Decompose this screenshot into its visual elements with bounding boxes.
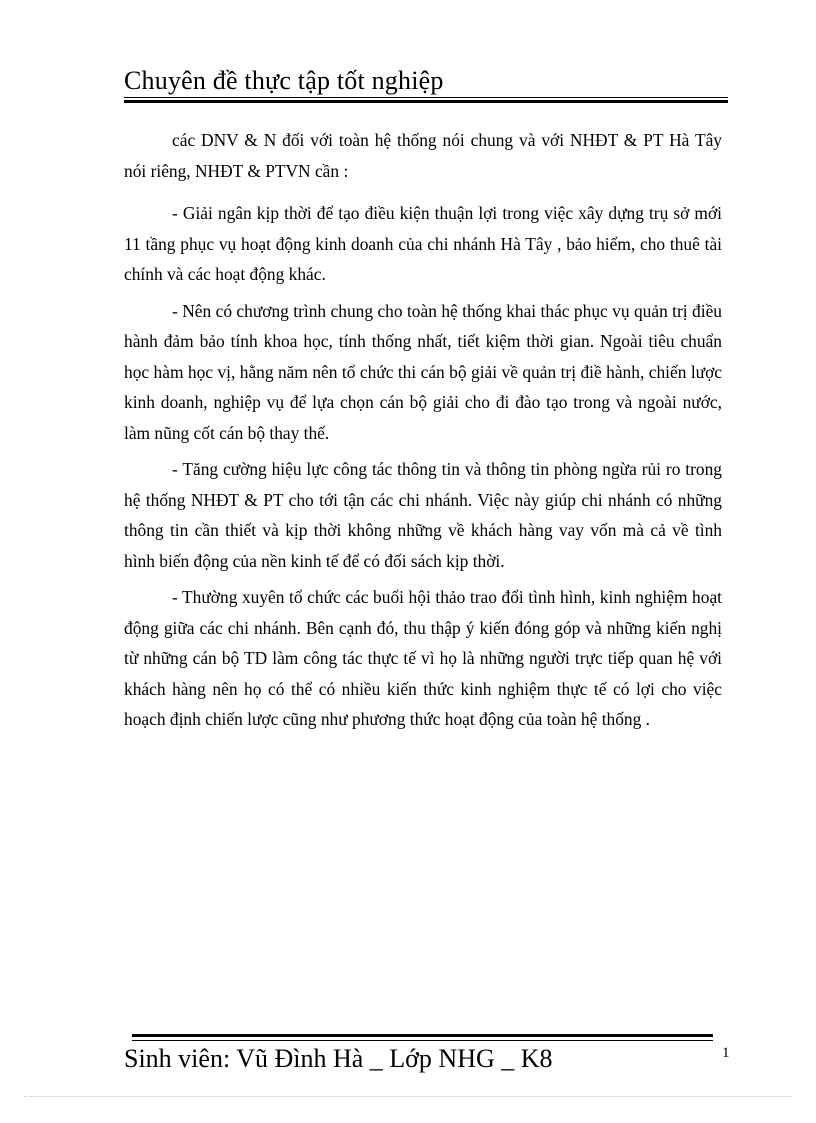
paragraph-information-effectiveness: - Tăng cường hiệu lực công tác thông tin và thông tin phòng ngừa rủi ro trong hệ thống NHĐT & PT cho tới tận các chi nhánh. Việc này giúp chi nhánh có những thông tin cần thiết và kịp thời không những về khách hàng vay vốn mà cả về tình hình biến động của nền kinh tế để có đối sách kịp thời. [124, 459, 722, 571]
page-number: 1 [722, 1045, 730, 1061]
footer-student-info: Sinh viên: Vũ Đình Hà _ Lớp NHG _ K8 [124, 1044, 553, 1073]
paragraph-workshops: - Thường xuyên tổ chức các buổi hội thảo trao đổi tình hình, kinh nghiệm hoạt động giữa các chi nhánh. Bên cạnh đó, thu thập ý kiến đóng góp và những kiến nghị từ những cán bộ TD làm công tác thực tế vì họ là những người trực tiếp quan hệ với khách hàng nên họ có thể có nhiều kiến thức kinh nghiệm thực tế có lợi cho việc hoạch định chiến lược cũng như phương thức hoạt động của toàn hệ thống . [124, 587, 722, 729]
page-bottom-edge [24, 1096, 792, 1097]
paragraph-disbursement: - Giải ngân kịp thời để tạo điều kiện thuận lợi trong việc xây dựng trụ sở mới 11 tầng phục vụ hoạt động kinh doanh của chi nhánh Hà Tây , bảo hiểm, cho thuê tài chính và các hoạt động khác. [124, 203, 722, 284]
body-text [124, 125, 722, 741]
footer-rule-thin [132, 1040, 713, 1041]
header-title: Chuyên đề thực tập tốt nghiệp [124, 66, 444, 95]
header-rule-thin [124, 97, 728, 98]
header-rule-thick [124, 100, 728, 103]
paragraph-intro: các DNV & N đối với toàn hệ thống nói chung và với NHĐT & PT Hà Tây nói riêng, NHĐT & PTVN cần : [124, 130, 722, 181]
footer-rule-thick [132, 1034, 713, 1037]
paragraph-management-program: - Nên có chương trình chung cho toàn hệ thống khai thác phục vụ quản trị điều hành đảm bảo tính khoa học, tính thống nhất, tiết kiệm thời gian. Ngoài tiêu chuẩn học hàm học vị, hằng năm nên tổ chức thi cán bộ giải về quản trị điề hành, chiến lược kinh doanh, nghiệp vụ để lựa chọn cán bộ giải cho đi đào tạo trong và ngoài nước, làm nũng cốt cán bộ thay thế. [124, 300, 722, 443]
